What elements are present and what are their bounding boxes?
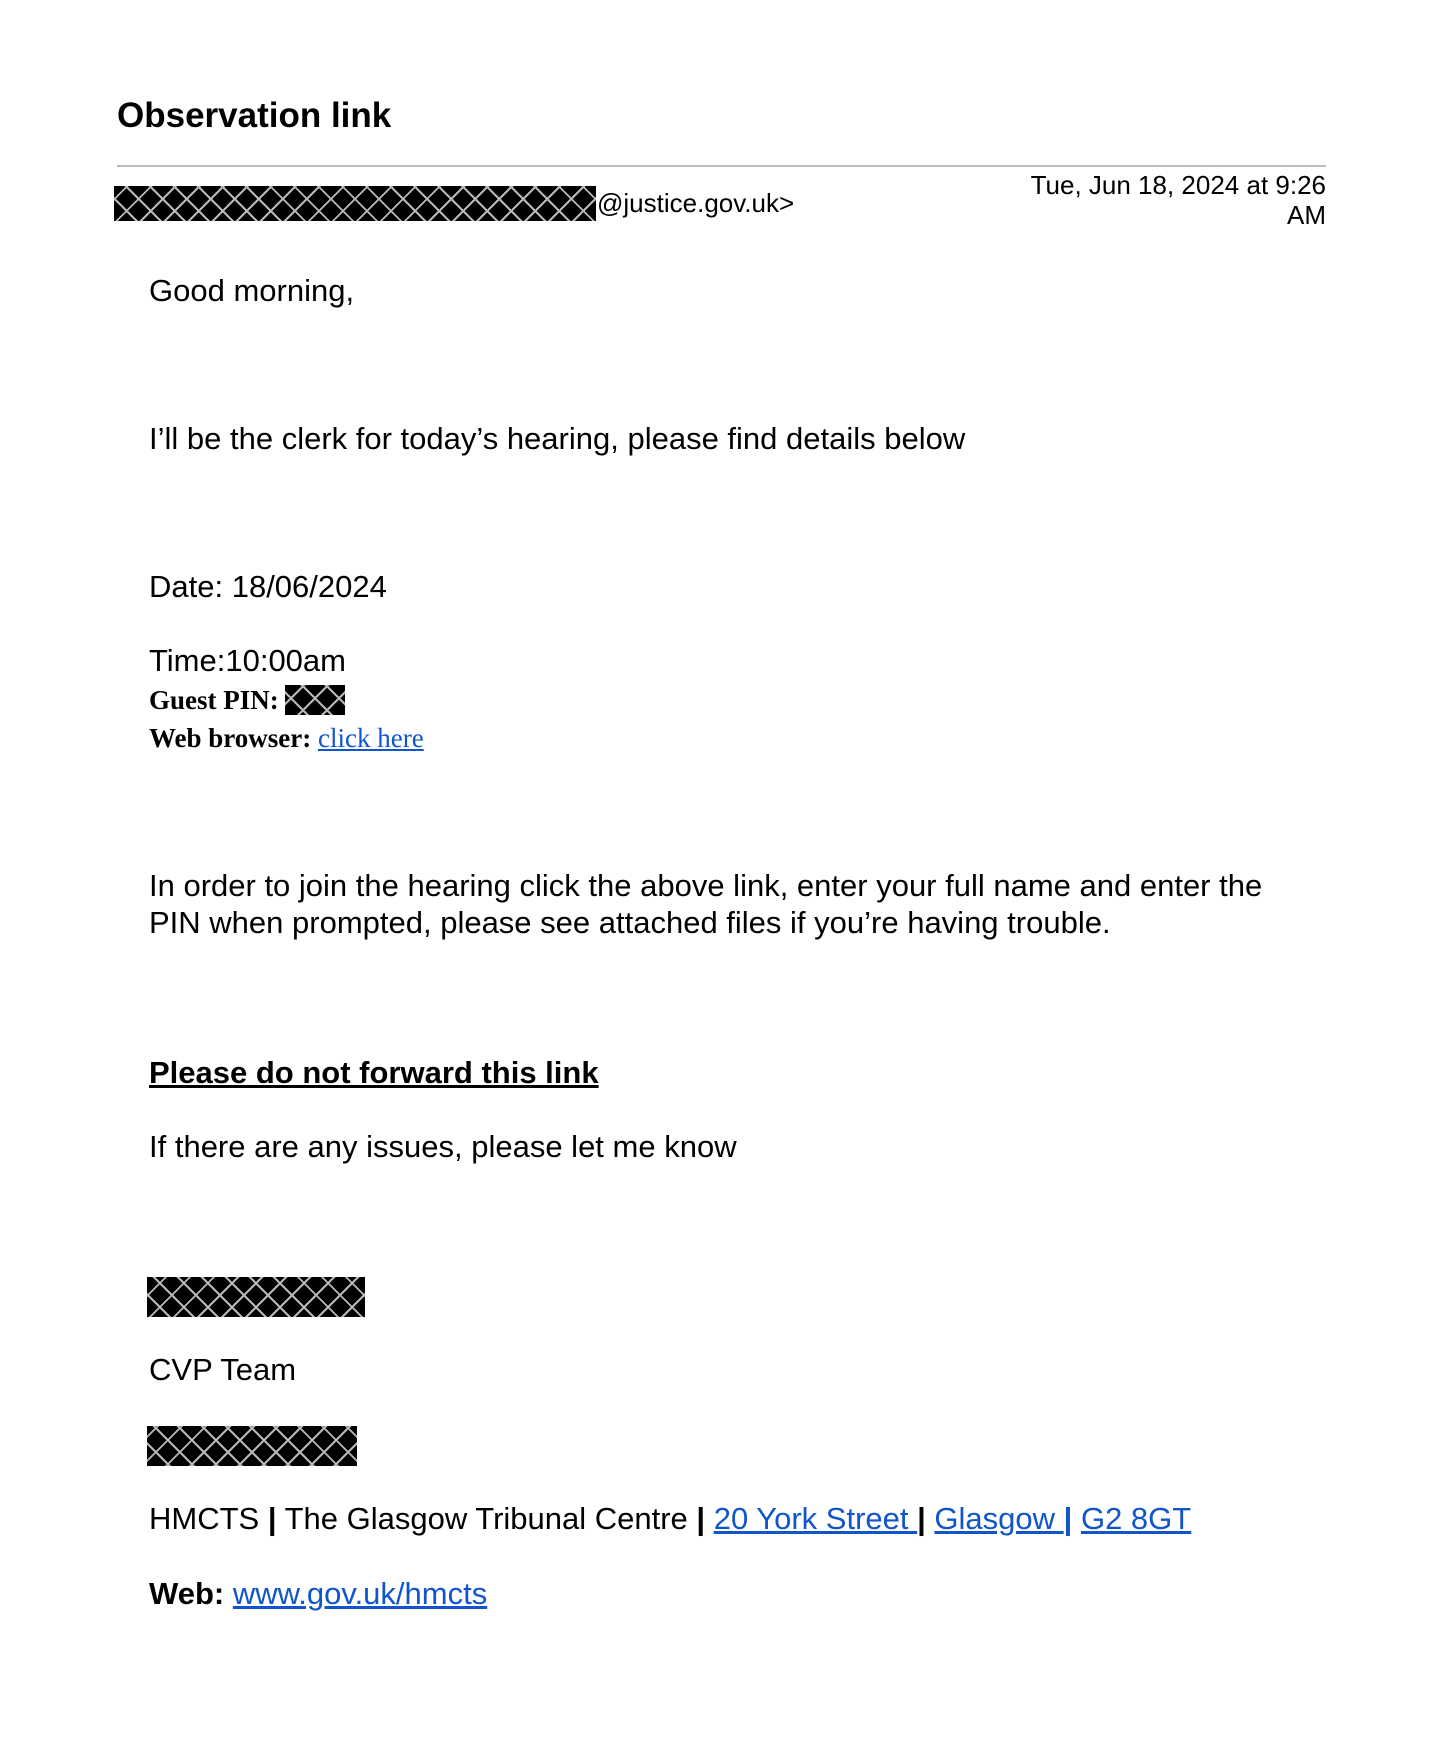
hearing-date: Date: 18/06/2024 — [149, 569, 387, 604]
redacted-sender-name — [114, 186, 596, 221]
forward-warning: Please do not forward this link — [149, 1055, 599, 1090]
redacted-pin — [285, 685, 345, 715]
issues-text: If there are any issues, please let me know — [149, 1129, 737, 1164]
sender-line — [114, 185, 794, 221]
separator: | — [917, 1501, 926, 1536]
separator: | — [267, 1501, 277, 1536]
greeting: Good morning, — [149, 273, 355, 308]
intro-text: I’ll be the clerk for today’s hearing, please find details below — [149, 421, 966, 456]
hearing-time: Time:10:00am — [149, 643, 346, 678]
street-link[interactable]: 20 York Street — [713, 1501, 918, 1536]
team-name: CVP Team — [149, 1352, 297, 1387]
city-link[interactable]: Glasgow — [934, 1501, 1064, 1536]
email-date: Tue, Jun 18, 2024 at 9:26 AM — [1030, 170, 1326, 230]
header-divider — [117, 165, 1326, 167]
guest-pin-line — [149, 683, 345, 717]
join-instructions: In order to join the hearing click the above link, enter your full name and enter the PIN when prompted, please see attached files if you’re having trouble. — [149, 868, 1263, 940]
click-here-link[interactable]: click here — [318, 723, 424, 753]
postcode-link[interactable]: G2 8GT — [1080, 1501, 1192, 1536]
separator: | — [696, 1501, 706, 1536]
centre-name: The Glasgow Tribunal Centre — [284, 1501, 688, 1536]
web-browser-line — [149, 721, 424, 755]
email-subject: Observation link — [117, 96, 392, 135]
org-name: HMCTS — [149, 1501, 260, 1536]
web-browser-label: Web browser: — [149, 723, 312, 753]
guest-pin-label: Guest PIN: — [149, 685, 279, 715]
redacted-signature-name — [147, 1277, 365, 1317]
web-line — [149, 1575, 487, 1613]
address-line — [149, 1500, 1191, 1538]
redacted-signature-detail — [147, 1426, 357, 1466]
web-link[interactable]: www.gov.uk/hmcts — [232, 1576, 488, 1611]
separator: | — [1063, 1501, 1073, 1536]
web-label: Web: — [149, 1576, 225, 1611]
sender-email: @justice.gov.uk> — [597, 187, 795, 218]
